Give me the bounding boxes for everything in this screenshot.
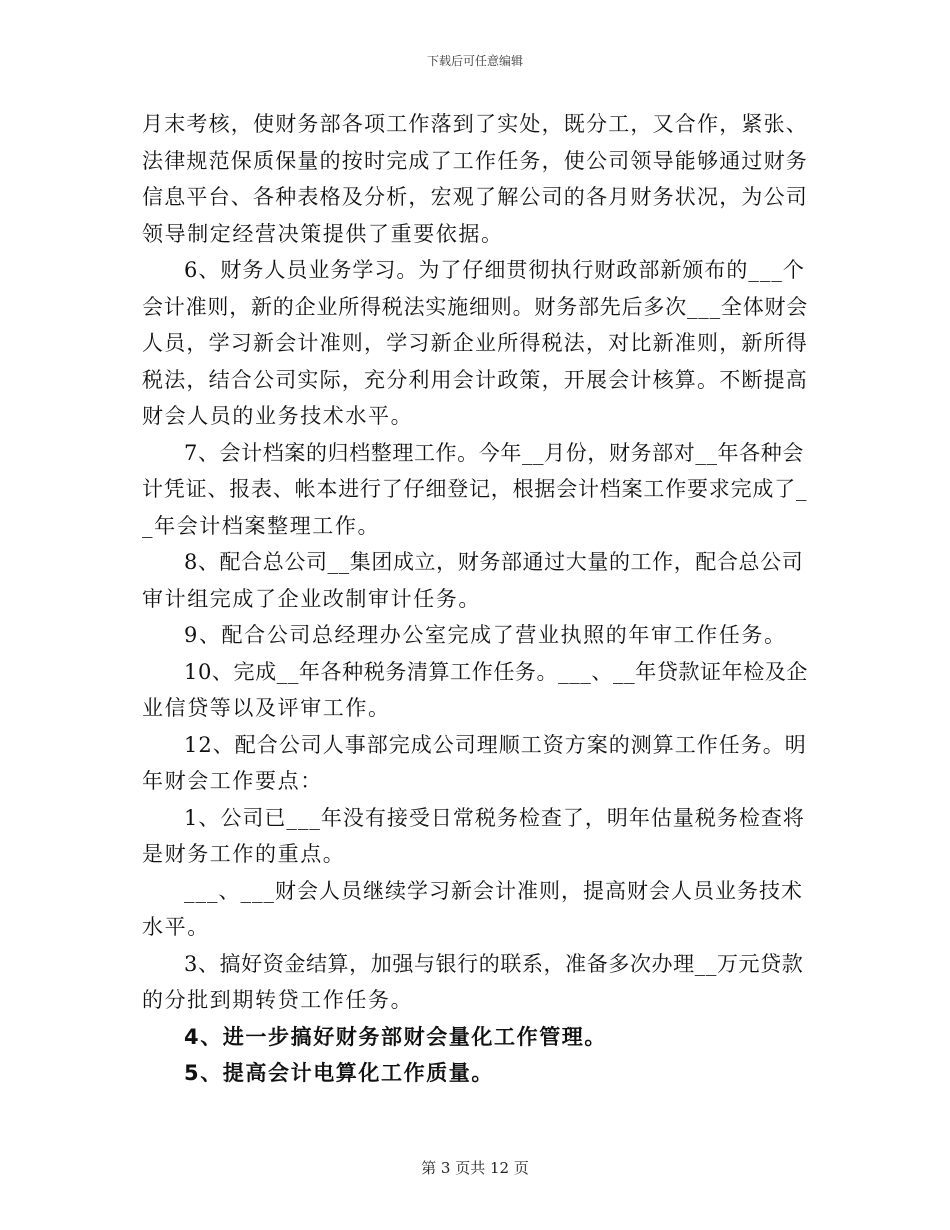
- text-line: 信息平台、各种表格及分析，宏观了解公司的各月财务状况，为公司: [142, 185, 808, 209]
- text-line: 会计准则，新的企业所得税法实施细则。财务部先后多次___全体财会: [142, 294, 809, 319]
- text-line: 是财务工作的重点。: [142, 842, 346, 866]
- text-line: 的分批到期转贷工作任务。: [142, 988, 414, 1012]
- paragraph: [142, 727, 808, 800]
- text-line: 6、财务人员业务学习。为了仔细贯彻执行财政部新颁布的___个: [184, 258, 805, 282]
- text-line: 年财会工作要点：: [142, 769, 323, 793]
- text-line: 计凭证、报表、帐本进行了仔细登记，根据会计档案工作要求完成了_: [142, 477, 808, 501]
- text-line: 9、配合公司总经理办公室完成了营业执照的年审工作任务。: [184, 623, 787, 647]
- text-line: 水平。: [142, 915, 210, 939]
- paragraph: [142, 1055, 808, 1092]
- page-footer: 第 3 页共 12 页: [421, 1159, 529, 1177]
- paragraph: [142, 617, 808, 654]
- paragraph: [142, 1019, 808, 1056]
- text-line: 4、进一步搞好财务部财会量化工作管理。: [184, 1024, 608, 1049]
- text-line: 8、配合总公司__集团成立，财务部通过大量的工作，配合总公司: [184, 550, 804, 574]
- text-line: 人员，学习新会计准则，学习新企业所得税法，对比新准则，新所得: [142, 331, 808, 355]
- text-line: 业信贷等以及评审工作。: [142, 696, 391, 720]
- text-line: 财会人员的业务技术水平。: [142, 404, 414, 428]
- text-line: 领导制定经营决策提供了重要依据。: [142, 221, 504, 246]
- text-line: 1、公司已___年没有接受日常税务检查了，明年估量税务检查将: [184, 805, 805, 830]
- text-line: 3、搞好资金结算，加强与银行的联系，准备多次办理__万元贷款: [184, 951, 804, 976]
- text-line: _年会计档案整理工作。: [142, 513, 381, 538]
- paragraph: [142, 654, 808, 727]
- paragraph: [142, 800, 808, 873]
- paragraph: [142, 946, 808, 1019]
- text-line: 5、提高会计电算化工作质量。: [184, 1061, 495, 1085]
- text-line: ___、___财会人员继续学习新会计准则，提高财会人员业务技术: [184, 878, 803, 903]
- text-line: 7、会计档案的归档整理工作。今年__月份，财务部对__年各种会: [184, 440, 804, 465]
- page-header: 下载后可任意编辑: [426, 54, 523, 68]
- paragraph: [142, 106, 808, 252]
- document-body: [142, 106, 808, 1092]
- text-line: 10、完成__年各种税务清算工作任务。___、__年贷款证年检及企: [184, 659, 809, 684]
- paragraph: [142, 252, 808, 435]
- text-line: 法律规范保质保量的按时完成了工作任务，使公司领导能够通过财务: [142, 148, 808, 173]
- text-line: 税法，结合公司实际，充分利用会计政策，开展会计核算。不断提高: [142, 367, 808, 392]
- text-line: 12、配合公司人事部完成公司理顺工资方案的测算工作任务。明: [184, 732, 807, 757]
- paragraph: [142, 544, 808, 617]
- text-line: 审计组完成了企业改制审计任务。: [142, 586, 481, 611]
- paragraph: [142, 873, 808, 946]
- text-line: 月末考核，使财务部各项工作落到了实处，既分工，又合作，紧张、: [142, 112, 808, 136]
- paragraph: [142, 435, 808, 545]
